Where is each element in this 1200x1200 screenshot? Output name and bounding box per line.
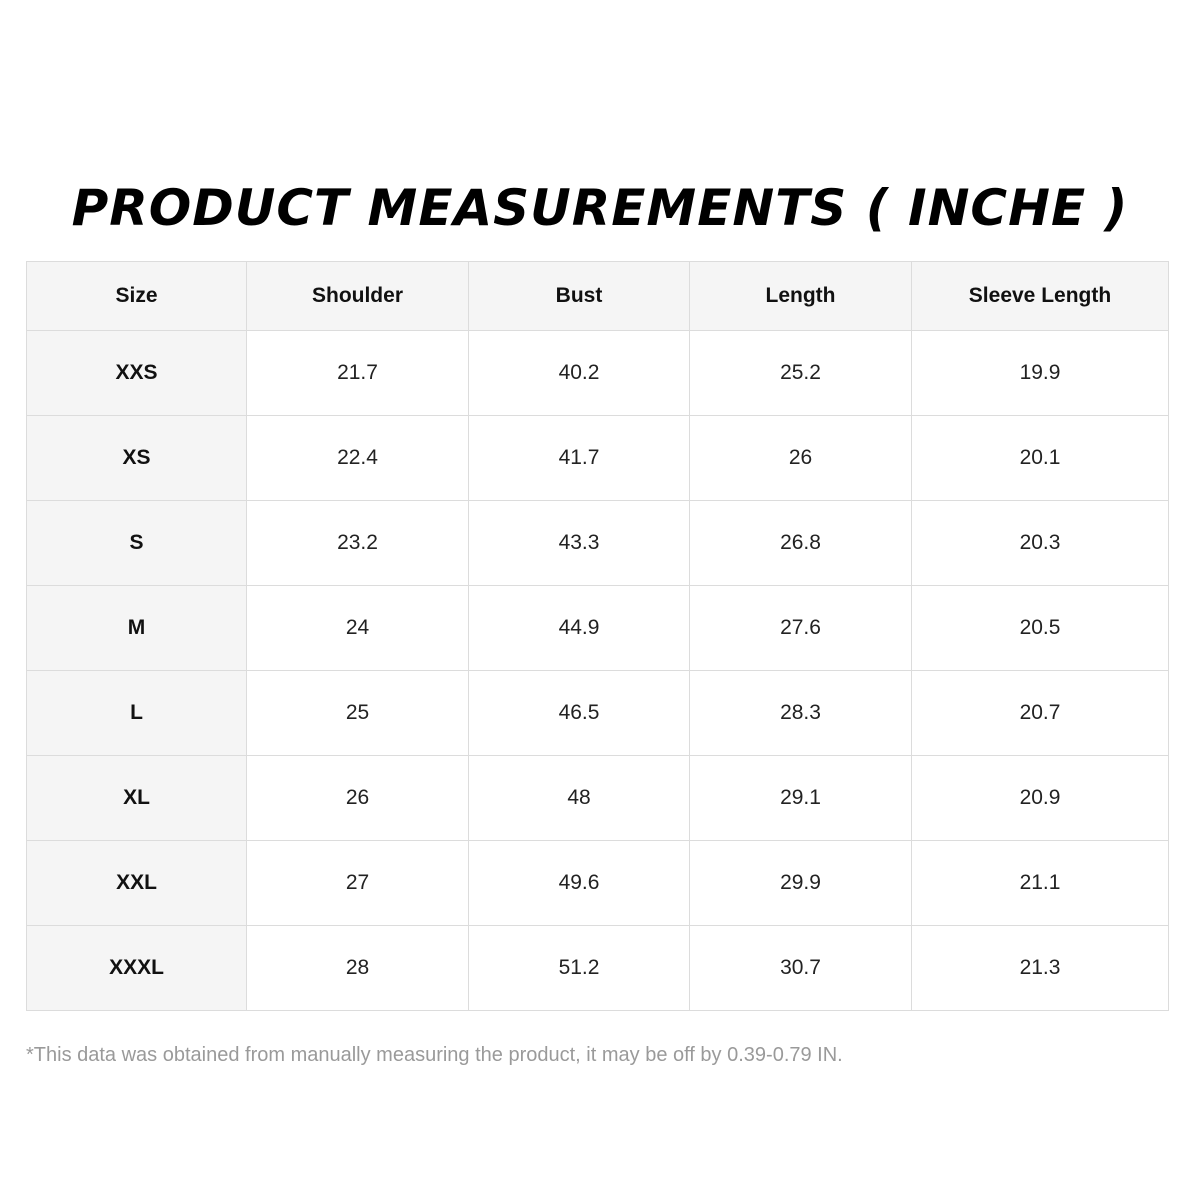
length-cell: 26 [690,416,912,501]
header-row [27,262,1169,331]
length-cell: 29.9 [690,841,912,926]
length-cell: 30.7 [690,926,912,1011]
length-cell: 26.8 [690,501,912,586]
sleeve-length-cell: 21.1 [912,841,1169,926]
bust-cell: 46.5 [469,671,690,756]
size-cell: S [27,501,247,586]
table-row [27,586,1169,671]
sleeve-length-cell: 19.9 [912,331,1169,416]
shoulder-cell: 21.7 [247,331,469,416]
header-sleeve-length: Sleeve Length [912,262,1169,331]
sleeve-length-cell: 20.7 [912,671,1169,756]
size-cell: XS [27,416,247,501]
measurements-table [26,261,1169,1011]
shoulder-cell: 27 [247,841,469,926]
table-row [27,501,1169,586]
table-header [27,262,1169,331]
sleeve-length-cell: 20.1 [912,416,1169,501]
table-body [27,331,1169,1011]
bust-cell: 49.6 [469,841,690,926]
size-cell: XXS [27,331,247,416]
bust-cell: 44.9 [469,586,690,671]
length-cell: 25.2 [690,331,912,416]
shoulder-cell: 24 [247,586,469,671]
table-row [27,671,1169,756]
length-cell: 29.1 [690,756,912,841]
size-cell: XXL [27,841,247,926]
sleeve-length-cell: 21.3 [912,926,1169,1011]
sleeve-length-cell: 20.3 [912,501,1169,586]
table-row [27,416,1169,501]
size-cell: XL [27,756,247,841]
header-bust: Bust [469,262,690,331]
length-cell: 28.3 [690,671,912,756]
size-cell: XXXL [27,926,247,1011]
size-cell: L [27,671,247,756]
length-cell: 27.6 [690,586,912,671]
sleeve-length-cell: 20.9 [912,756,1169,841]
table-row [27,926,1169,1011]
bust-cell: 43.3 [469,501,690,586]
table-row [27,841,1169,926]
shoulder-cell: 22.4 [247,416,469,501]
measurement-disclaimer: *This data was obtained from manually measuring the product, it may be off by 0.39-0.79 IN. [26,1044,843,1066]
sleeve-length-cell: 20.5 [912,586,1169,671]
page-title: PRODUCT MEASUREMENTS ( INCHE ) [71,179,1129,237]
shoulder-cell: 23.2 [247,501,469,586]
shoulder-cell: 26 [247,756,469,841]
table-row [27,331,1169,416]
table-row [27,756,1169,841]
measurements-table-container [26,261,1168,1011]
bust-cell: 40.2 [469,331,690,416]
header-size: Size [27,262,247,331]
shoulder-cell: 28 [247,926,469,1011]
header-shoulder: Shoulder [247,262,469,331]
bust-cell: 41.7 [469,416,690,501]
shoulder-cell: 25 [247,671,469,756]
header-length: Length [690,262,912,331]
size-cell: M [27,586,247,671]
bust-cell: 48 [469,756,690,841]
bust-cell: 51.2 [469,926,690,1011]
